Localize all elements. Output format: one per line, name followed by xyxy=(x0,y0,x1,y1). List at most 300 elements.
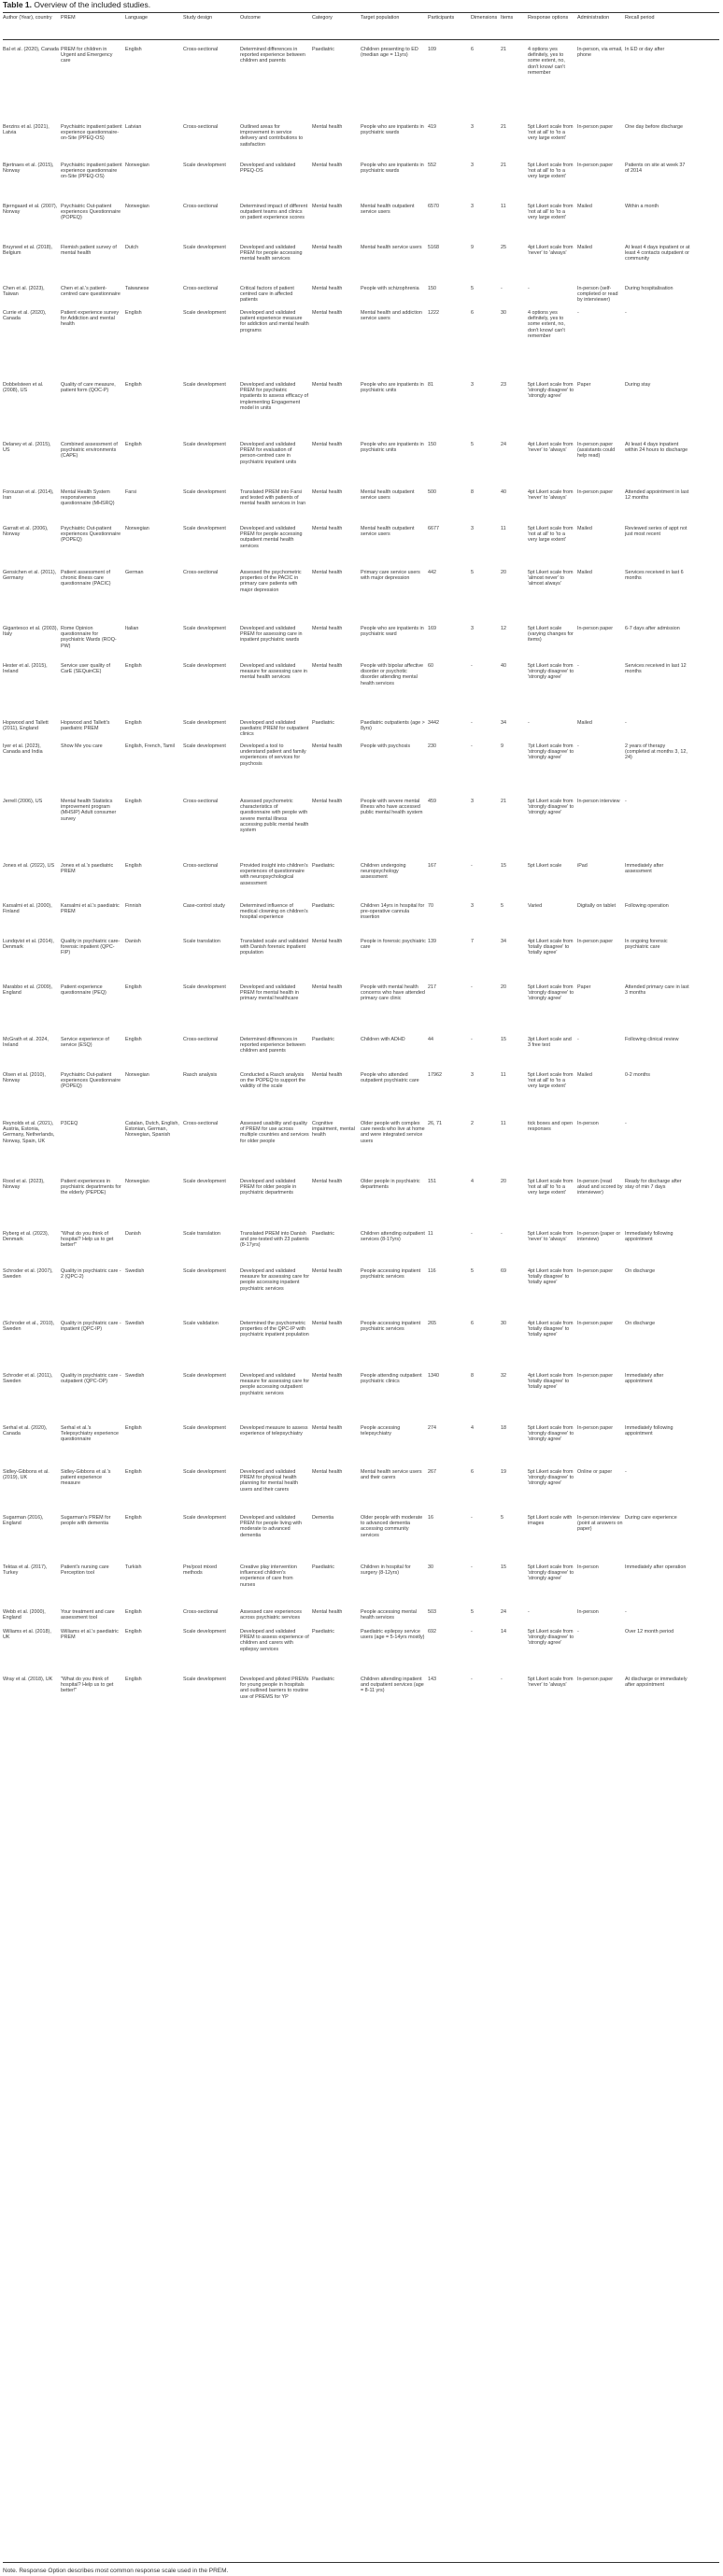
cell-recall: During care experience xyxy=(625,1515,677,1521)
cell-dimensions: 6 xyxy=(471,47,474,52)
cell-participants: 419 xyxy=(428,124,436,130)
cell-administration: Paper xyxy=(577,382,591,388)
column-header-items: Items xyxy=(501,15,514,21)
cell-category: Mental health xyxy=(312,939,343,944)
cell-category: Mental health xyxy=(312,286,343,291)
cell-author: Ryberg et al. (2023), Denmark xyxy=(3,1231,50,1243)
cell-prem: Patient experience survey for Addiction and mental health xyxy=(61,310,120,328)
cell-response: 5pt Likert scale from 'not at all' to 'to a very large extent' xyxy=(528,204,574,221)
cell-design: Scale development xyxy=(183,663,226,669)
cell-author: Jerrell (2006), US xyxy=(3,799,43,804)
cell-administration: Mailed xyxy=(577,204,592,209)
cell-population: People with psychosis xyxy=(361,743,411,749)
cell-prem: Jones et al.'s paediatric PREM xyxy=(61,863,114,875)
cell-outcome: Developed and validated patient experience measure for addiction and mental health programs xyxy=(240,310,309,333)
cell-author: Hopwood and Tallett (2011), England xyxy=(3,720,49,732)
cell-administration: In-person (self-completed or read by interviewer) xyxy=(577,286,618,304)
cell-design: Cross-sectional xyxy=(183,799,219,804)
cell-design: Cross-sectional xyxy=(183,1121,219,1126)
cell-recall: Over 12 month period xyxy=(625,1629,674,1635)
cell-outcome: Developed and validated measure for assessing care for people accessing outpatient psychiatric services xyxy=(240,1373,310,1396)
cell-participants: 17962 xyxy=(428,1072,442,1078)
cell-design: Cross-sectional xyxy=(183,1609,219,1615)
cell-response: 5pt Likert scale from 'almost never' to 'almost always' xyxy=(528,570,574,587)
cell-participants: 5168 xyxy=(428,245,439,250)
cell-response: 4pt Likert scale from 'never' to 'always' xyxy=(528,442,574,454)
cell-dimensions: - xyxy=(471,663,473,669)
cell-items: - xyxy=(501,1231,503,1237)
cell-items: 40 xyxy=(501,663,506,669)
cell-outcome: Developed and validated PREM for physical health planning for mental health users and their carers xyxy=(240,1469,299,1493)
cell-recall: In ongoing forensic psychiatric care xyxy=(625,939,668,951)
cell-administration: In-person paper xyxy=(577,1268,614,1274)
cell-category: Cognitive impairment, mental health xyxy=(312,1121,355,1139)
cell-author: Forouzan et al. (2014), Iran xyxy=(3,489,54,502)
cell-participants: 6570 xyxy=(428,204,439,209)
cell-prem: Combined assessment of psychiatric environments (CAPE) xyxy=(61,442,118,460)
cell-recall: One day before discharge xyxy=(625,124,684,130)
cell-design: Cross-sectional xyxy=(183,863,219,869)
cell-prem: PREM for children in Urgent and Emergency care xyxy=(61,47,113,64)
cell-administration: - xyxy=(577,1629,579,1635)
cell-design: Scale development xyxy=(183,1629,226,1635)
cell-administration: In-person interview xyxy=(577,799,620,804)
cell-recall: In ED or day after xyxy=(625,47,665,52)
cell-items: - xyxy=(501,1677,503,1682)
cell-response: Varied xyxy=(528,903,543,909)
cell-items: 11 xyxy=(501,526,506,531)
cell-language: English xyxy=(125,1629,142,1635)
cell-items: 15 xyxy=(501,1564,506,1570)
cell-items: 21 xyxy=(501,124,506,130)
cell-language: Turkish xyxy=(125,1564,142,1570)
cell-design: Cross-sectional xyxy=(183,204,219,209)
cell-language: German xyxy=(125,570,144,575)
cell-participants: 459 xyxy=(428,799,436,804)
cell-dimensions: - xyxy=(471,743,473,749)
cell-population: People who attended outpatient psychiatric care xyxy=(361,1072,419,1084)
cell-prem: Williams et al.'s paediatric PREM xyxy=(61,1629,119,1641)
cell-response: 4pt Likert scale from 'totally disagree' to 'totally agree' xyxy=(528,1268,574,1286)
cell-author: Chen et al. (2023), Taiwan xyxy=(3,286,45,298)
cell-recall: Following clinical review xyxy=(625,1037,679,1042)
cell-recall: At least 4 days inpatient within 24 hours to discharge xyxy=(625,442,688,454)
cell-population: People attending outpatient psychiatric clinics xyxy=(361,1373,422,1385)
cell-response: 4pt Likert scale from 'totally disagree' to 'totally agree' xyxy=(528,1321,574,1338)
cell-prem: Show Me you care xyxy=(61,743,103,749)
cell-language: English xyxy=(125,47,142,52)
cell-category: Mental health xyxy=(312,1609,343,1615)
cell-dimensions: - xyxy=(471,1231,473,1237)
cell-participants: 3442 xyxy=(428,720,439,726)
cell-participants: 109 xyxy=(428,47,436,52)
cell-language: Norwegian xyxy=(125,1179,149,1184)
cell-outcome: Developed and validated measure for assessing care in mental health services xyxy=(240,663,307,681)
cell-administration: In-person paper xyxy=(577,1321,614,1326)
cell-author: Olsen et al. (2010), Norway xyxy=(3,1072,46,1084)
cell-response: 5pt Likert scale from 'never' to 'always' xyxy=(528,1677,574,1689)
cell-prem: Patient assessment of chronic illness care questionnaire (PACIC) xyxy=(61,570,111,587)
cell-recall: At discharge or immediately after appointment xyxy=(625,1677,688,1689)
cell-items: 9 xyxy=(501,743,503,749)
cell-participants: 274 xyxy=(428,1425,436,1431)
cell-recall: Patients on site at week 37 of 2014 xyxy=(625,163,686,175)
cell-participants: 442 xyxy=(428,570,436,575)
cell-population: Mental health and addiction service users xyxy=(361,310,422,322)
cell-design: Scale development xyxy=(183,1425,226,1431)
cell-dimensions: - xyxy=(471,863,473,869)
cell-category: Paediatric xyxy=(312,903,334,909)
cell-author: McGrath et al. 2024, Ireland xyxy=(3,1037,49,1049)
cell-category: Mental health xyxy=(312,1268,343,1274)
column-header-author: Author (Year), country xyxy=(3,15,52,21)
cell-design: Scale development xyxy=(183,163,226,168)
cell-outcome: Determined influence of medical clowning on children's hospital experience xyxy=(240,903,308,921)
cell-response: 5pt Likert scale from 'not at all' to 'to a very large extent' xyxy=(528,163,574,180)
cell-author: Delaney et al. (2015), US xyxy=(3,442,51,454)
cell-participants: 16 xyxy=(428,1515,433,1521)
cell-administration: In-person paper xyxy=(577,939,614,944)
cell-category: Mental health xyxy=(312,124,343,130)
cell-items: 14 xyxy=(501,1629,506,1635)
cell-items: 40 xyxy=(501,489,506,495)
cell-administration: Paper xyxy=(577,984,591,990)
cell-category: Mental health xyxy=(312,1425,343,1431)
cell-design: Cross-sectional xyxy=(183,1037,219,1042)
cell-author: Dobbelsteen et al. (2008), US xyxy=(3,382,44,394)
cell-response: 5pt Likert scale from 'strongly disagree' to 'strongly agree' xyxy=(528,984,574,1002)
cell-items: 24 xyxy=(501,1609,506,1615)
cell-administration: Mailed xyxy=(577,526,592,531)
cell-category: Paediatric xyxy=(312,1629,334,1635)
cell-population: People who are inpatients in psychiatric ward xyxy=(361,626,424,638)
cell-response: 4 options yes definitely, yes to some extent, no, don't know/ can't remember xyxy=(528,47,565,76)
cell-category: Paediatric xyxy=(312,1231,334,1237)
cell-design: Cross-sectional xyxy=(183,570,219,575)
cell-population: Paediatric epilepsy service users (age = 5-14yrs mostly) xyxy=(361,1629,425,1641)
cell-design: Scale development xyxy=(183,720,226,726)
cell-language: Swedish xyxy=(125,1268,145,1274)
cell-dimensions: - xyxy=(471,1515,473,1521)
cell-language: English xyxy=(125,1677,142,1682)
cell-dimensions: 9 xyxy=(471,245,474,250)
cell-language: English xyxy=(125,310,142,316)
cell-outcome: Developed and piloted PREMs for young people in hospitals and outlined barriers to routine use of PREMS for YP xyxy=(240,1677,309,1700)
column-header-response: Response options xyxy=(528,15,569,21)
cell-population: People accessing inpatient psychiatric services xyxy=(361,1321,421,1333)
cell-administration: - xyxy=(577,310,579,316)
cell-items: 11 xyxy=(501,204,506,209)
column-header-language: Language xyxy=(125,15,148,21)
cell-category: Mental health xyxy=(312,626,343,631)
cell-outcome: Translated PREM into Farsi and tested with patients of mental health services in Iran xyxy=(240,489,306,507)
cell-outcome: Assessed psychometric characteristics of questionnaire with people with severe mental illness accessing public mental health system xyxy=(240,799,309,834)
cell-outcome: Conducted a Rasch analysis on the POPEQ to support the validity of the scale xyxy=(240,1072,306,1090)
cell-items: 21 xyxy=(501,163,506,168)
cell-language: Taiwanese xyxy=(125,286,149,291)
cell-response: 7pt Likert scale from 'strongly disagree' to 'strongly agree' xyxy=(528,743,574,761)
cell-author: Sidley-Gibbons et al. (2019), UK xyxy=(3,1469,50,1481)
cell-administration: Mailed xyxy=(577,720,592,726)
cell-prem: Patient experiences in psychiatric departments for the elderly (PEPDE) xyxy=(61,1179,121,1196)
cell-category: Paediatric xyxy=(312,1037,334,1042)
cell-prem: Service experience of service (ESQ) xyxy=(61,1037,109,1049)
cell-recall: - xyxy=(625,1469,627,1475)
cell-items: 34 xyxy=(501,720,506,726)
cell-category: Mental health xyxy=(312,163,343,168)
cell-recall: Services received in last 6 months xyxy=(625,570,684,582)
cell-administration: In-person xyxy=(577,1609,599,1615)
cell-population: Children undergoing neuropsychology assessment xyxy=(361,863,406,881)
cell-administration: Online or paper xyxy=(577,1469,613,1475)
cell-participants: 150 xyxy=(428,442,436,447)
cell-design: Scale development xyxy=(183,1469,226,1475)
cell-outcome: Provided insight into children's experiences of questionnaire with neuropsychological assessment xyxy=(240,863,308,886)
cell-outcome: Developed and validated PREM for psychiatric inpatients to assess efficacy of implementing Engagement model in units xyxy=(240,382,309,411)
cell-outcome: Developed measure to assess experience of telepsychiatry xyxy=(240,1425,308,1437)
cell-items: 20 xyxy=(501,570,506,575)
cell-author: Jones et al. (2022), US xyxy=(3,863,55,869)
cell-items: 20 xyxy=(501,1179,506,1184)
cell-author: Williams et al. (2018), UK xyxy=(3,1629,51,1641)
cell-administration: In-person, via email, phone xyxy=(577,47,623,59)
cell-design: Scale development xyxy=(183,984,226,990)
cell-author: Schroder et al. (2007), Sweden xyxy=(3,1268,53,1281)
cell-response: - xyxy=(528,286,530,291)
cell-outcome: Developed a tool to understand patient and family experiences of services for psychosis xyxy=(240,743,306,767)
cell-dimensions: 3 xyxy=(471,124,474,130)
cell-population: Mental health service users and their carers xyxy=(361,1469,422,1481)
cell-recall: - xyxy=(625,1609,627,1615)
cell-recall: - xyxy=(625,720,627,726)
cell-population: Older people with complex care needs who live at home and were integrated service users xyxy=(361,1121,425,1144)
cell-prem: P3CEQ xyxy=(61,1121,78,1126)
cell-items: 5 xyxy=(501,1515,503,1521)
cell-language: Farsi xyxy=(125,489,136,495)
cell-prem: Hopwood and Tallett's paediatric PREM xyxy=(61,720,110,732)
table-note: Note. Response Option describes most common response scale used in the PREM. xyxy=(3,2568,229,2574)
cell-author: Sugarman (2016), England xyxy=(3,1515,44,1527)
cell-dimensions: 5 xyxy=(471,1609,474,1615)
cell-language: Norwegian xyxy=(125,204,149,209)
cell-design: Scale development xyxy=(183,310,226,316)
cell-prem: Psychiatric inpatient patient experience questionnaire on-Site (PPEQ-OS) xyxy=(61,163,122,180)
cell-response: 5pt Likert scale from 'not at all' to 'to a very large extent' xyxy=(528,526,574,544)
cell-language: Norwegian xyxy=(125,1072,149,1078)
cell-language: Danish xyxy=(125,1231,141,1237)
cell-recall: Immediately after appointment xyxy=(625,1373,664,1385)
cell-response: 5pt Likert scale from 'never' to 'always' xyxy=(528,1231,574,1243)
cell-population: People accessing telepsychiatry xyxy=(361,1425,401,1437)
cell-participants: 139 xyxy=(428,939,436,944)
cell-author: Reynolds et al. (2021), Austria, Estonia, Germany, Netherlands, Norway, Spain, UK xyxy=(3,1121,55,1144)
cell-participants: 116 xyxy=(428,1268,436,1274)
cell-language: English xyxy=(125,1515,142,1521)
cell-prem: Serhal et al.'s Telepsychiatry experience questionnaire xyxy=(61,1425,120,1443)
cell-category: Mental health xyxy=(312,570,343,575)
cell-recall: Immediately after assessment xyxy=(625,863,664,875)
cell-language: Norwegian xyxy=(125,163,149,168)
cell-items: 12 xyxy=(501,626,506,631)
cell-author: Bjerngaard et al. (2007), Norway xyxy=(3,204,58,216)
cell-items: 11 xyxy=(501,1121,506,1126)
cell-recall: During stay xyxy=(625,382,651,388)
cell-language: English xyxy=(125,442,142,447)
cell-items: 15 xyxy=(501,1037,506,1042)
cell-administration: In-person xyxy=(577,1121,599,1126)
cell-category: Mental health xyxy=(312,204,343,209)
cell-administration: - xyxy=(577,743,579,749)
cell-design: Scale development xyxy=(183,526,226,531)
cell-language: Swedish xyxy=(125,1373,145,1379)
cell-category: Mental health xyxy=(312,526,343,531)
header-rule xyxy=(3,39,719,40)
cell-administration: - xyxy=(577,1037,579,1042)
cell-language: Italian xyxy=(125,626,139,631)
cell-response: 5pt Likert scale from 'not at all' to 'to a very large extent' xyxy=(528,1072,574,1090)
cell-response: 5pt Likert scale xyxy=(528,863,562,869)
cell-prem: Psychiatric Out-patient experiences Questionnaire (POPEQ) xyxy=(61,1072,121,1090)
cell-design: Scale development xyxy=(183,626,226,631)
column-header-recall: Recall period xyxy=(625,15,655,21)
cell-dimensions: 5 xyxy=(471,1268,474,1274)
cell-response: 4pt Likert scale from 'totally disagree' to 'totally agree' xyxy=(528,1373,574,1391)
cell-recall: - xyxy=(625,1121,627,1126)
cell-recall: Immediately following appointment xyxy=(625,1425,673,1437)
cell-category: Mental health xyxy=(312,442,343,447)
cell-language: Latvian xyxy=(125,124,142,130)
cell-prem: Chen et al.'s patient-centred care questionnaire xyxy=(61,286,120,298)
cell-population: People with mental health concerns who have attended primary care clinic xyxy=(361,984,425,1002)
cell-participants: 60 xyxy=(428,663,433,669)
cell-population: People with schizophrenia xyxy=(361,286,419,291)
cell-dimensions: 5 xyxy=(471,442,474,447)
cell-population: Mental health outpatient service users xyxy=(361,204,415,216)
cell-administration: In-person (paper or interview) xyxy=(577,1231,621,1243)
cell-administration: In-person paper xyxy=(577,124,614,130)
cell-language: English xyxy=(125,1469,142,1475)
cell-prem: Quality in psychiatric care - 2 (QPC-2) xyxy=(61,1268,121,1281)
cell-author: Gigantesco et al. (2003), Italy xyxy=(3,626,59,638)
cell-author: Hester et al. (2015), Ireland xyxy=(3,663,48,675)
cell-outcome: Determined the psychometric properties of the QPC-IP with psychiatric inpatient population xyxy=(240,1321,309,1338)
cell-recall: At least 4 days inpatient or at least 4 contacts outpatient or community xyxy=(625,245,690,262)
cell-language: Dutch xyxy=(125,245,139,250)
cell-dimensions: - xyxy=(471,1564,473,1570)
cell-recall: Immediately following appointment xyxy=(625,1231,673,1243)
cell-outcome: Critical factors of patient centred care in affected patients xyxy=(240,286,294,304)
cell-category: Paediatric xyxy=(312,863,334,869)
cell-participants: 217 xyxy=(428,984,436,990)
cell-population: Children presenting to ED (median age = 11yrs) xyxy=(361,47,418,59)
cell-language: English xyxy=(125,1037,142,1042)
cell-dimensions: 8 xyxy=(471,1373,474,1379)
cell-population: Primary care service users with major depression xyxy=(361,570,420,582)
cell-outcome: Assessed usability and quality of PREM for use across multiple countries and services for older people xyxy=(240,1121,309,1144)
cell-administration: In-person paper xyxy=(577,1373,614,1379)
cell-design: Scale translation xyxy=(183,939,220,944)
cell-administration: In-person paper (assistants could help read) xyxy=(577,442,616,460)
cell-author: Bal et al. (2020), Canada xyxy=(3,47,59,52)
cell-design: Scale development xyxy=(183,1515,226,1521)
cell-outcome: Translated PREM into Danish and pre-tested with 23 patients (8-17yrs) xyxy=(240,1231,309,1249)
cell-items: 20 xyxy=(501,984,506,990)
cell-author: Garratt et al. (2006), Norway xyxy=(3,526,49,538)
cell-author: Wray et al. (2018), UK xyxy=(3,1677,53,1682)
cell-author: Rood et al. (2023), Norway xyxy=(3,1179,45,1191)
cell-category: Mental health xyxy=(312,1469,343,1475)
cell-author: Lundqvist et al. (2014), Denmark xyxy=(3,939,54,951)
cell-outcome: Developed and validated PREM for assessing care in inpatient psychiatric wards xyxy=(240,626,303,644)
cell-dimensions: 3 xyxy=(471,903,474,909)
cell-outcome: Determined differences in reported experience between children and parents xyxy=(240,47,305,64)
cell-design: Cross-sectional xyxy=(183,47,219,52)
cell-administration: In-person paper xyxy=(577,1425,614,1431)
table-title: Table 1. Overview of the included studies. xyxy=(3,0,151,9)
cell-outcome: Assessed the psychometric properties of the PACIC in primary care patients with major depression xyxy=(240,570,302,593)
cell-response: - xyxy=(528,720,530,726)
cell-outcome: Determined differences in reported experience between children and parents xyxy=(240,1037,305,1054)
cell-response: 5pt Likert scale from 'strongly disagree' to 'strongly agree' xyxy=(528,1629,574,1647)
cell-author: (Schroder et al., 2010), Sweden xyxy=(3,1321,55,1333)
cell-prem: Your treatment and care assessment tool xyxy=(61,1609,115,1621)
cell-recall: 2 years of therapy (completed at months 3, 12, 24) xyxy=(625,743,688,761)
cell-outcome: Developed and validated PREM for people living with moderate to advanced dementia xyxy=(240,1515,302,1538)
column-header-category: Category xyxy=(312,15,333,21)
cell-population: People in forensic psychiatric care xyxy=(361,939,426,951)
cell-author: Bruyneel et al. (2018), Belgium xyxy=(3,245,53,257)
top-rule xyxy=(3,12,719,13)
cell-administration: In-person (read aloud and scored by interviewer) xyxy=(577,1179,623,1196)
cell-design: Case-control study xyxy=(183,903,225,909)
cell-dimensions: 4 xyxy=(471,1179,474,1184)
cell-recall: Services received in last 12 months xyxy=(625,663,687,675)
cell-author: Karsalmi et al. (2000), Finland xyxy=(3,903,52,915)
cell-population: Children in hospital for surgery (8-12yrs) xyxy=(361,1564,411,1577)
cell-participants: 150 xyxy=(428,286,436,291)
cell-administration: Mailed xyxy=(577,570,592,575)
cell-administration: In-person paper xyxy=(577,489,614,495)
cell-recall: Attended appointment in last 12 months xyxy=(625,489,689,502)
cell-outcome: Outlined areas for improvement in service delivery and contributions to satisfaction xyxy=(240,124,304,148)
cell-participants: 11 xyxy=(428,1231,433,1237)
cell-category: Mental health xyxy=(312,245,343,250)
cell-category: Paediatric xyxy=(312,1564,334,1570)
cell-prem: Quality in psychiatric care - inpatient (QPC-IP) xyxy=(61,1321,121,1333)
cell-items: 23 xyxy=(501,382,506,388)
cell-prem: "What do you think of hospital? Help us to get better!" xyxy=(61,1677,114,1694)
cell-outcome: Translated scale and validated with Danish forensic inpatient population xyxy=(240,939,308,956)
cell-population: People who are inpatients in psychiatric units xyxy=(361,382,424,394)
cell-category: Mental health xyxy=(312,743,343,749)
cell-dimensions: 3 xyxy=(471,204,474,209)
cell-outcome: Developed and validated measure for assessing care for people accessing inpatient psychiatric services xyxy=(240,1268,310,1292)
cell-category: Paediatric xyxy=(312,1677,334,1682)
cell-participants: 692 xyxy=(428,1629,436,1635)
cell-recall: 0-2 months xyxy=(625,1072,650,1078)
cell-outcome: Developed and validated PREM for mental health in primary mental healthcare xyxy=(240,984,299,1002)
column-header-prem: PREM xyxy=(61,15,76,21)
cell-population: Paediatric outpatients (age > 8yrs) xyxy=(361,720,425,732)
cell-author: Berzins et al. (2021), Latvia xyxy=(3,124,50,136)
cell-dimensions: 8 xyxy=(471,489,474,495)
cell-dimensions: 7 xyxy=(471,939,474,944)
column-header-population: Target population xyxy=(361,15,400,21)
cell-dimensions: 3 xyxy=(471,163,474,168)
cell-participants: 26, 71 xyxy=(428,1121,442,1126)
cell-response: tick boxes and open responses xyxy=(528,1121,573,1133)
cell-items: 15 xyxy=(501,863,506,869)
